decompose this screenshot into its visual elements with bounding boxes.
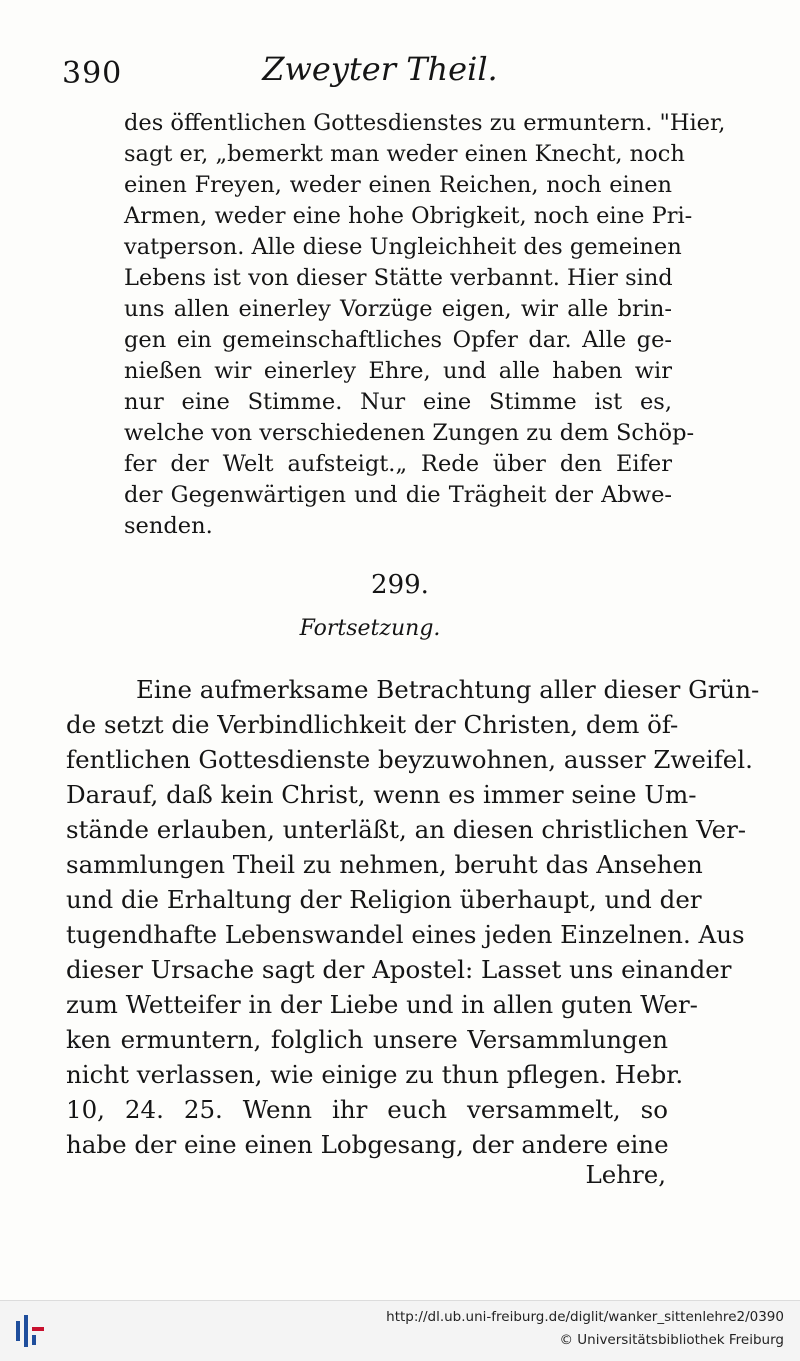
text-line: fer der Welt aufsteigt.„ Rede über den Eifer: [124, 451, 672, 477]
text-line: zum Wetteifer in der Liebe und in allen guten Wer-: [66, 990, 698, 1019]
text-line: de setzt die Verbindlichkeit der Christen, dem öf-: [66, 710, 679, 739]
text-line: welche von verschiedenen Zungen zu dem Schöp-: [124, 420, 695, 446]
text-line: stände erlauben, unterläßt, an diesen christlichen Ver-: [66, 815, 747, 844]
text-line: sammlungen Theil zu nehmen, beruht das Ansehen: [66, 850, 703, 879]
page-number: 390: [62, 56, 123, 91]
text-line: einen Freyen, weder einen Reichen, noch einen: [124, 172, 672, 198]
text-line: nur eine Stimme. Nur eine Stimme ist es,: [124, 389, 672, 415]
body-paragraph: [66, 672, 760, 1162]
text-line: 10, 24. 25. Wenn ihr euch versammelt, so: [66, 1095, 668, 1124]
text-line: senden.: [124, 513, 213, 539]
text-line: dieser Ursache sagt der Apostel: Lasset uns einander: [66, 955, 732, 984]
section-title: Fortsetzung.: [299, 616, 441, 641]
text-line: uns allen einerley Vorzüge eigen, wir alle brin-: [124, 296, 672, 322]
catchword: Lehre,: [585, 1160, 666, 1189]
copyright-notice: © Universitätsbibliothek Freiburg: [559, 1332, 784, 1348]
text-line: und die Erhaltung der Religion überhaupt, und der: [66, 885, 702, 914]
text-line: habe der eine einen Lobgesang, der andere eine: [66, 1130, 669, 1159]
text-line: Darauf, daß kein Christ, wenn es immer seine Um-: [66, 780, 697, 809]
text-line: vatperson. Alle diese Ungleichheit des gemeinen: [124, 234, 682, 260]
running-title: Zweyter Theil.: [262, 50, 498, 88]
text-line: des öffentlichen Gottesdienstes zu ermuntern. "Hier,: [124, 110, 726, 136]
library-logo-icon: [14, 1313, 48, 1349]
quote-paragraph: [124, 108, 726, 542]
text-line: fentlichen Gottesdienste beyzuwohnen, ausser Zweifel.: [66, 745, 753, 774]
text-line: Lebens ist von dieser Stätte verbannt. Hier sind: [124, 265, 673, 291]
text-line: Armen, weder eine hohe Obrigkeit, noch eine Pri-: [124, 203, 693, 229]
text-line: nießen wir einerley Ehre, und alle haben wir: [124, 358, 672, 384]
text-line: sagt er, „bemerkt man weder einen Knecht, noch: [124, 141, 685, 167]
text-line: der Gegenwärtigen und die Trägheit der Abwe-: [124, 482, 672, 508]
text-line: ken ermuntern, folglich unsere Versammlungen: [66, 1025, 668, 1054]
text-line: nicht verlassen, wie einige zu thun pflegen. Hebr.: [66, 1060, 684, 1089]
text-line: Eine aufmerksame Betrachtung aller dieser Grün-: [136, 675, 760, 704]
text-line: tugendhafte Lebenswandel eines jeden Einzelnen. Aus: [66, 920, 745, 949]
footer-bar: [0, 1300, 800, 1361]
text-line: gen ein gemeinschaftliches Opfer dar. Alle ge-: [124, 327, 672, 353]
permalink-link[interactable]: http://dl.ub.uni-freiburg.de/diglit/wanker_sittenlehre2/0390: [386, 1309, 784, 1325]
section-number: 299.: [371, 570, 429, 600]
